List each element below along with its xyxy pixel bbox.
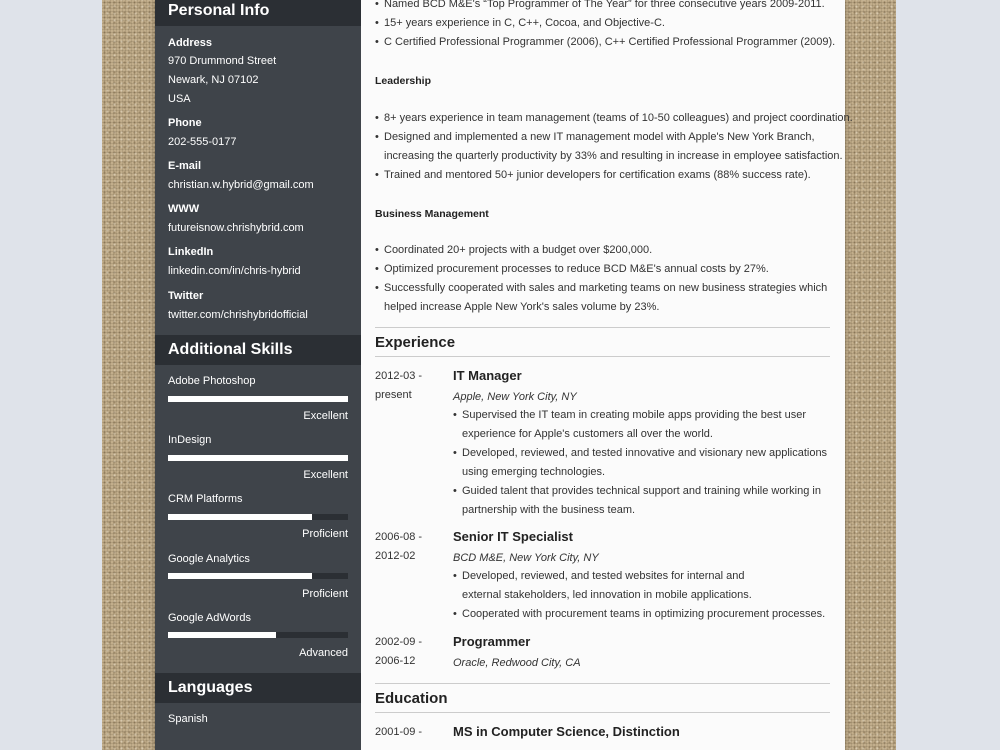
job-date-end: 2006-12 bbox=[375, 655, 416, 667]
skill-bar bbox=[168, 455, 348, 461]
education-heading: Education bbox=[375, 690, 448, 707]
section-divider bbox=[375, 327, 830, 328]
language-name: Spanish bbox=[168, 713, 208, 725]
skill-bar-fill bbox=[168, 573, 312, 579]
skill-bar bbox=[168, 514, 348, 520]
job-title: Programmer bbox=[453, 634, 531, 649]
job-company: BCD M&E, New York City, NY bbox=[453, 552, 599, 564]
skill-bar-fill bbox=[168, 632, 276, 638]
email-label: E-mail bbox=[168, 160, 202, 172]
skill-level: Advanced bbox=[299, 647, 348, 659]
linkedin-label: LinkedIn bbox=[168, 246, 214, 258]
job-date-start: 2006-08 - bbox=[375, 531, 423, 543]
skill-level: Proficient bbox=[302, 528, 348, 540]
address-line: USA bbox=[168, 93, 191, 105]
job-title: IT Manager bbox=[453, 368, 522, 383]
job-date-start: 2002-09 - bbox=[375, 636, 423, 648]
personal-info-heading: Personal Info bbox=[155, 0, 361, 26]
job-date-start: 2012-03 - bbox=[375, 370, 423, 382]
skill-bar bbox=[168, 573, 348, 579]
phone-value: 202-555-0177 bbox=[168, 136, 237, 148]
linkedin-value: linkedin.com/in/chris-hybrid bbox=[168, 265, 301, 277]
job-title: Senior IT Specialist bbox=[453, 529, 573, 544]
skill-level: Excellent bbox=[303, 469, 348, 481]
resume-main: • Named BCD M&E's “Top Programmer of The Year” for three consecutive years 2009-2011. • 15+ years experience in C, C++, Cocoa, and Objective-C. • C Certified Professional Programmer (2006), C++ Certified Professional Programmer (2009). Leadership • 8+ years experience in team management (teams of 10-50 colleagues) and project coordination. • Designed and implemented a new IT management model with Apple's New York Branch, increasing the quarterly productivity by 33% and resulting in increase in employee satisfaction. • Trained and mentored 50+ junior developers for certification exams (88% success rate). Business Management • Coordinated 20+ projects with a budget over $200,000. • Optimized procurement processes to reduce BCD M&E's annual costs by 27%. • Successfully cooperated with sales and marketing teams on new business strategies which helped increase Apple New York's sales volume by 23%. Experience 2012-03 - present IT Manager Apple, New York City, NY • Supervised the IT team in creating mobile apps providing the best user experience for Apple's customers all over the world. • Developed, reviewed, and tested innovative and visionary new applications using emerging technologies. • Guided talent that provides technical support and training while working in partnership with the business team. 2006-08 - 2012-02 Senior IT Specialist BCD M&E, New York City, NY • Developed, reviewed, and tested websites for internal and external stakeholders, led innovation in mobile applications. • Cooperated with procurement teams in optimizing procurement processes. 2002-09 - 2006-12 Programmer Oracle, Redwood City, CA Education 2001-09 - MS in Computer Science, Distinction bbox=[375, 0, 853, 739]
job-date-end: present bbox=[375, 389, 412, 401]
twitter-label: Twitter bbox=[168, 290, 204, 302]
skill-level: Excellent bbox=[303, 410, 348, 422]
skill-name: Google Analytics bbox=[168, 553, 250, 565]
address-line: 970 Drummond Street bbox=[168, 55, 277, 67]
skill-name: Adobe Photoshop bbox=[168, 375, 256, 387]
www-label: WWW bbox=[168, 203, 200, 215]
twitter-value: twitter.com/chrishybridofficial bbox=[168, 309, 308, 321]
skill-name: CRM Platforms bbox=[168, 493, 243, 505]
www-value: futureisnow.chrishybrid.com bbox=[168, 222, 304, 234]
resume-sidebar bbox=[155, 0, 361, 750]
job-company: Oracle, Redwood City, CA bbox=[453, 657, 581, 669]
section-divider bbox=[375, 356, 830, 357]
section-divider bbox=[375, 683, 830, 684]
section-divider bbox=[375, 712, 830, 713]
education-title: MS in Computer Science, Distinction bbox=[453, 724, 680, 739]
leadership-heading: Leadership bbox=[375, 75, 432, 87]
skill-name: Google AdWords bbox=[168, 612, 251, 624]
phone-label: Phone bbox=[168, 117, 202, 129]
education-date-start: 2001-09 - bbox=[375, 726, 423, 738]
languages-heading: Languages bbox=[155, 673, 361, 703]
address-line: Newark, NJ 07102 bbox=[168, 74, 259, 86]
skill-bar bbox=[168, 632, 348, 638]
skill-bar-fill bbox=[168, 455, 348, 461]
skill-bar bbox=[168, 396, 348, 402]
address-label: Address bbox=[168, 37, 213, 49]
email-value: christian.w.hybrid@gmail.com bbox=[168, 179, 314, 191]
skill-bar-fill bbox=[168, 396, 348, 402]
job-company: Apple, New York City, NY bbox=[453, 391, 577, 403]
job-date-end: 2012-02 bbox=[375, 550, 416, 562]
skill-name: InDesign bbox=[168, 434, 212, 446]
skills-heading: Additional Skills bbox=[155, 335, 361, 365]
business-heading: Business Management bbox=[375, 208, 489, 220]
experience-heading: Experience bbox=[375, 334, 456, 351]
skill-level: Proficient bbox=[302, 588, 348, 600]
skill-bar-fill bbox=[168, 514, 312, 520]
